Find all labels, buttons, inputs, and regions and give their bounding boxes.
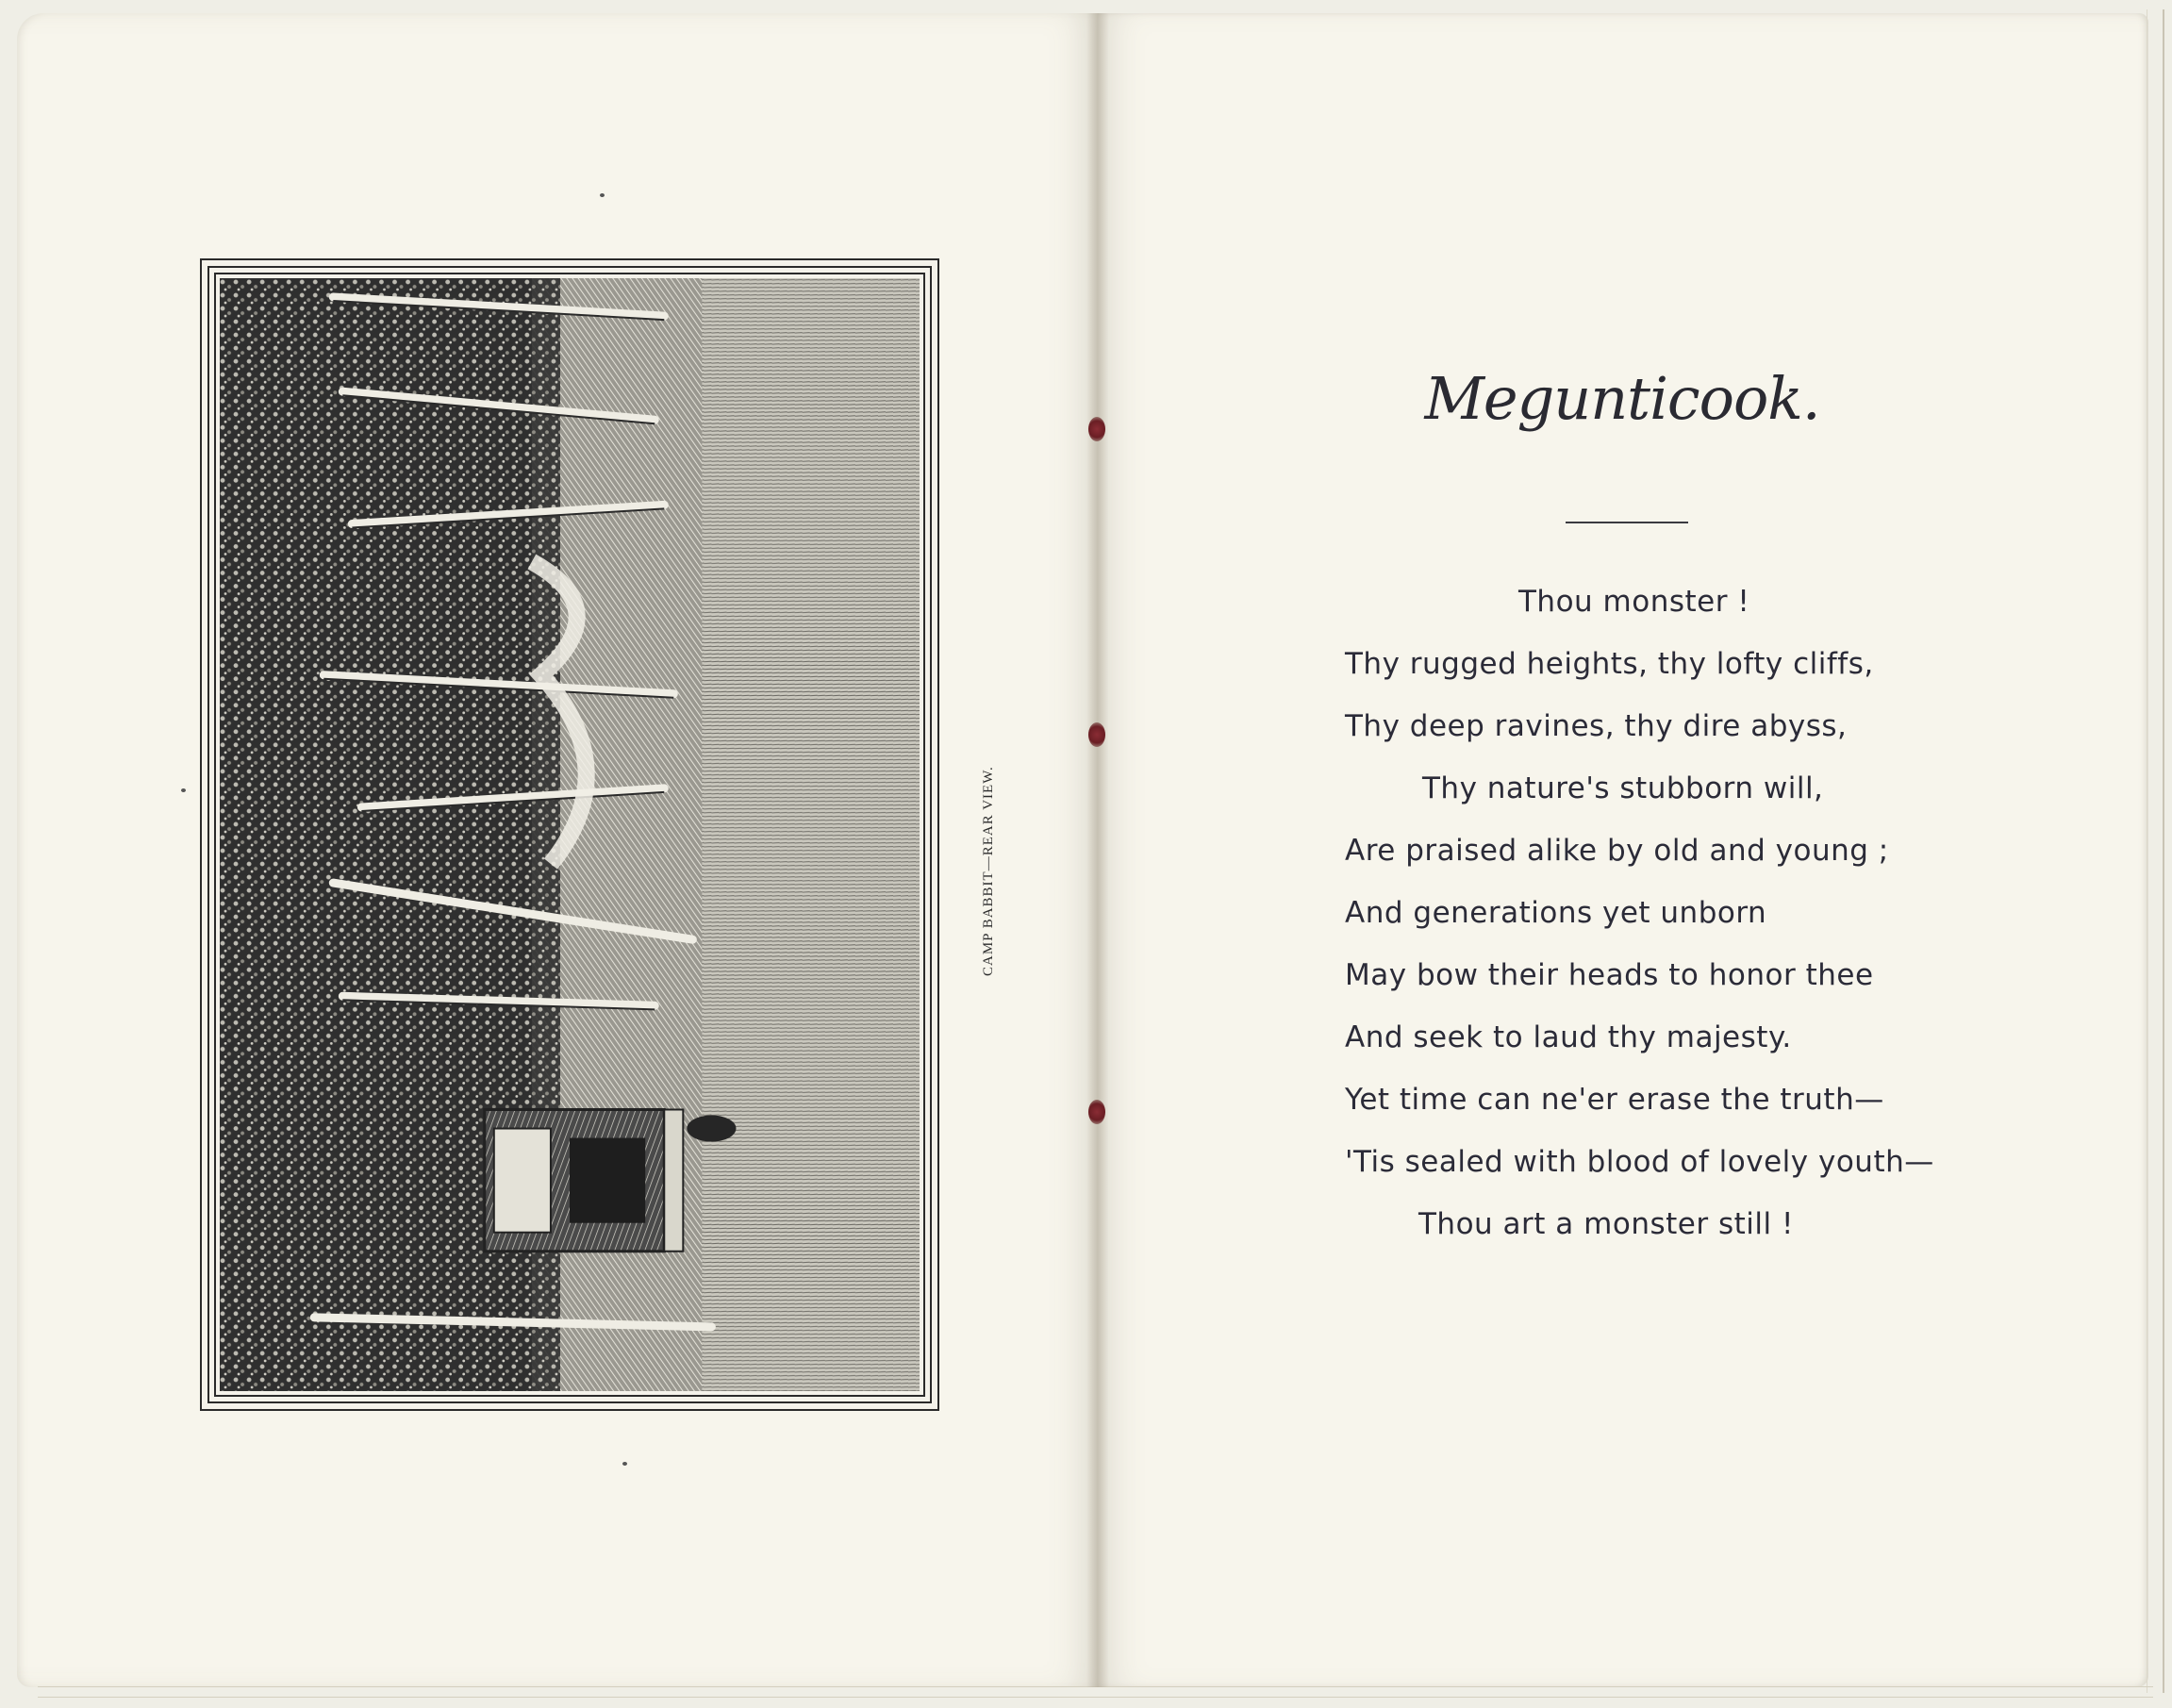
binding-stitch-bottom [1088,1100,1105,1124]
poem-line: May bow their heads to honor thee [1345,958,1874,992]
poem-line: Thy nature's stubborn will, [1422,771,1824,805]
paper-speck [622,1462,627,1466]
engraving-frame [200,258,939,1411]
poem-line: And generations yet unborn [1345,896,1767,930]
bottom-page-edges [38,1686,2153,1698]
binding-gutter [1086,13,1109,1687]
page-edges [2147,9,2164,1693]
poem-line: Thou monster ! [1518,585,1750,619]
poem-line: Thy rugged heights, thy lofty cliffs, [1345,647,1874,681]
camp-engraving-image [220,278,920,1391]
poem-line: And seek to laud thy majesty. [1345,1020,1792,1054]
poem-line: Thou art a monster still ! [1418,1207,1794,1241]
paper-speck [181,788,186,792]
poem-line: Are praised alike by old and young ; [1345,834,1889,868]
poem-line: 'Tis sealed with blood of lovely youth— [1345,1145,1934,1179]
paper-speck [600,193,605,197]
binding-stitch-middle [1088,722,1105,747]
poem-line: Thy deep ravines, thy dire abyss, [1345,709,1848,743]
title-divider [1566,522,1688,523]
binding-stitch-top [1088,417,1105,441]
poem-line: Yet time can ne'er erase the truth— [1345,1083,1884,1117]
poem-title: Megunticook. [1424,364,1820,433]
plate-caption: CAMP BABBIT—REAR VIEW. [981,766,996,976]
